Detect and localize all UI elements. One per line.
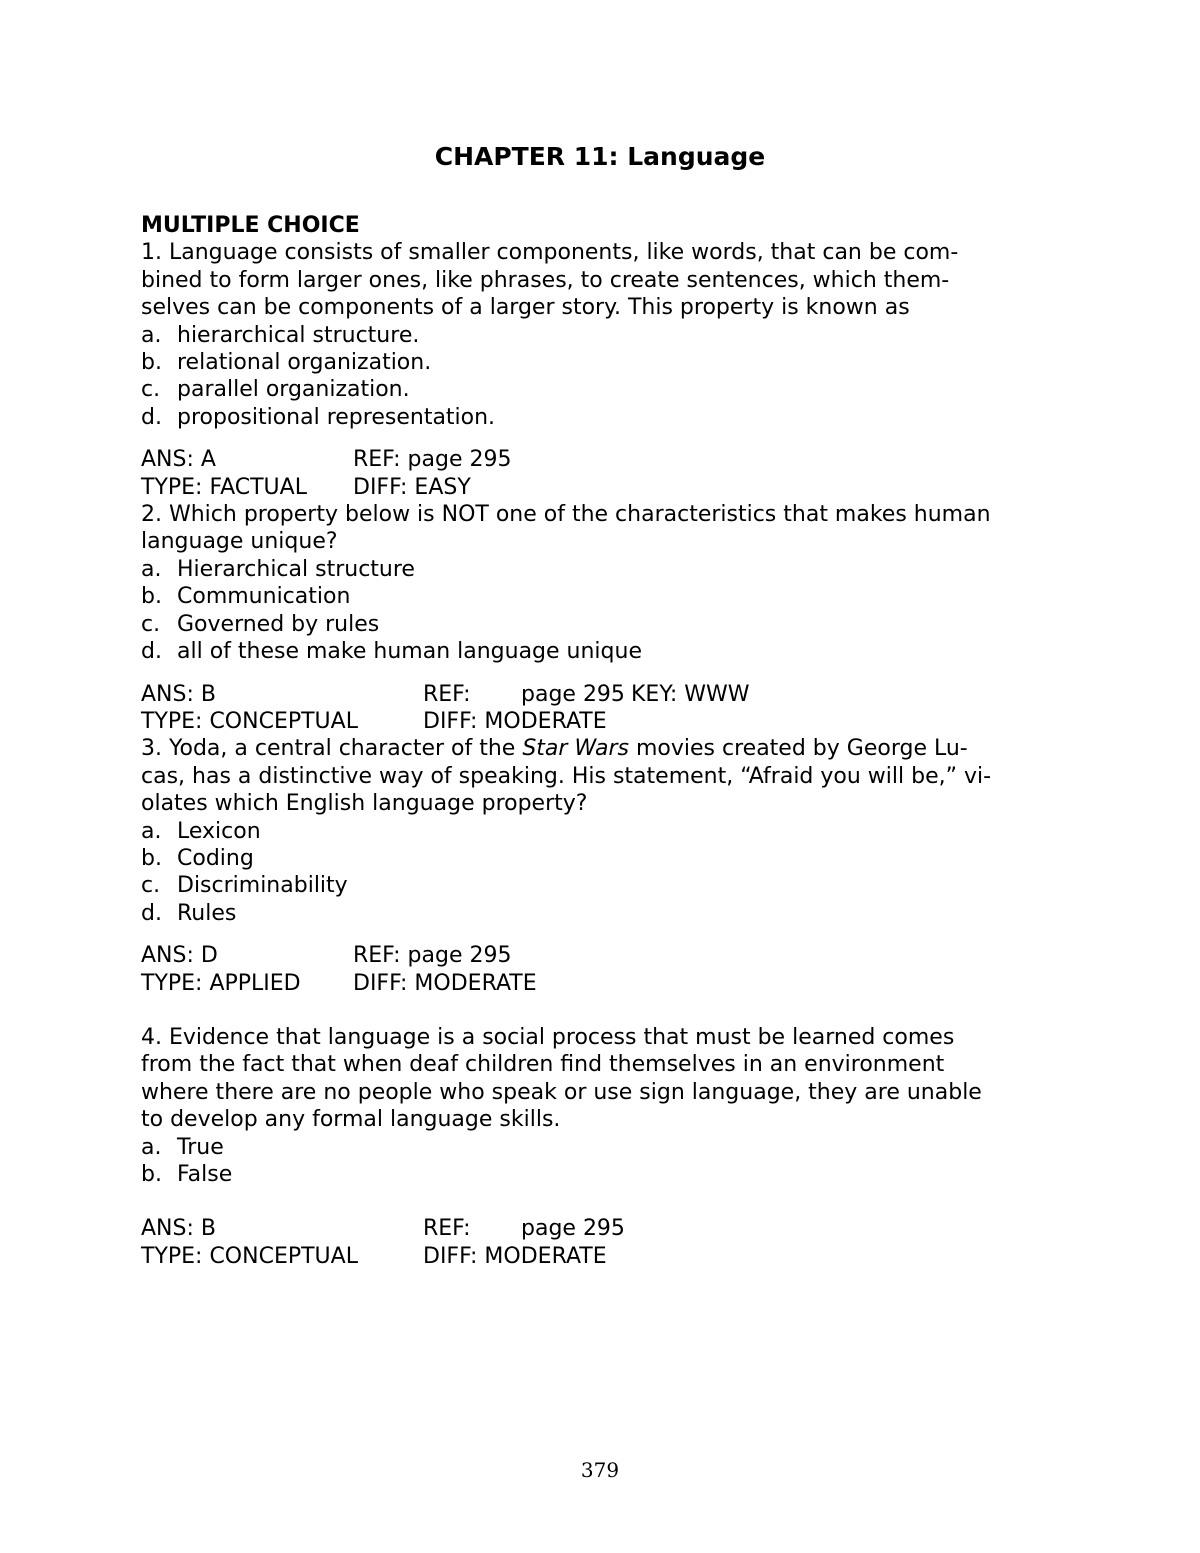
option-letter: b. [141, 1162, 162, 1187]
page-reference-label: REF: [423, 1216, 471, 1242]
option-text: relational organization. [177, 350, 432, 376]
question-stem-line: where there are no people who speak or use sign language, they are unable [141, 1079, 982, 1105]
question-stem-line: selves can be components of a larger story. This property is known as [141, 295, 910, 321]
movie-title: Star Wars [522, 736, 629, 762]
option-letter: a. [141, 556, 162, 582]
page-reference: page 295 [521, 1216, 625, 1242]
answer-option [141, 900, 1061, 927]
option-text: Communication [177, 584, 351, 610]
question-stem-line: 2. Which property below is NOT one of the characteristics that makes human [141, 502, 991, 528]
option-letter: a. [141, 818, 162, 844]
answer-key: ANS: B [141, 681, 216, 707]
chapter-title: CHAPTER 11: Language [434, 142, 766, 171]
question-4 [141, 1024, 1061, 1270]
option-text: Lexicon [177, 818, 261, 844]
option-text: all of these make human language unique [177, 639, 642, 665]
option-letter: a. [141, 1134, 162, 1160]
answer-metadata [141, 942, 1061, 997]
option-letter: d. [141, 404, 162, 430]
answer-option [141, 1134, 1061, 1161]
answer-key: ANS: A [141, 447, 216, 473]
question-type: TYPE: FACTUAL [141, 474, 307, 500]
blank-line [141, 997, 1061, 1024]
option-text: True [177, 1134, 224, 1160]
option-letter: b. [141, 584, 162, 610]
answer-option [141, 376, 1061, 403]
question-stem-line: from the fact that when deaf children find themselves in an environment [141, 1052, 945, 1078]
question-type: TYPE: CONCEPTUAL [141, 1243, 358, 1269]
option-text: Hierarchical structure [177, 556, 415, 582]
difficulty: DIFF: MODERATE [353, 970, 537, 996]
answer-option [141, 556, 1061, 583]
answer-metadata [141, 446, 1061, 501]
question-stem-line: 4. Evidence that language is a social process that must be learned comes [141, 1024, 955, 1050]
option-text: Discriminability [177, 873, 348, 899]
option-letter: d. [141, 639, 162, 665]
answer-option [141, 638, 1061, 665]
answer-metadata [141, 1215, 1061, 1270]
answer-key: ANS: D [141, 943, 218, 969]
question-3 [141, 735, 1061, 997]
option-text: Governed by rules [177, 611, 380, 637]
question-type: TYPE: CONCEPTUAL [141, 708, 358, 734]
answer-option [141, 349, 1061, 376]
answer-option [141, 322, 1061, 349]
option-text: False [177, 1162, 233, 1187]
answer-metadata [141, 681, 1061, 736]
difficulty: DIFF: EASY [353, 474, 471, 500]
answer-option [141, 611, 1061, 638]
key-tag: KEY: WWW [631, 681, 750, 707]
difficulty: DIFF: MODERATE [423, 1243, 607, 1269]
page-reference: page 295 [521, 681, 625, 707]
question-stem-line: olates which English language property? [141, 791, 588, 817]
answer-option [141, 583, 1061, 610]
answer-option [141, 845, 1061, 872]
option-letter: c. [141, 873, 161, 899]
option-text: propositional representation. [177, 404, 496, 430]
answer-option [141, 1161, 1061, 1188]
option-letter: a. [141, 322, 162, 348]
option-text: parallel organization. [177, 377, 410, 403]
option-text: Coding [177, 845, 254, 871]
question-stem-line: 3. Yoda, a central character of the Star Wars movies created by George Lu- [141, 736, 968, 762]
option-letter: b. [141, 350, 162, 376]
question-stem-line: cas, has a distinctive way of speaking. His statement, “Afraid you will be,” vi- [141, 763, 992, 789]
option-text: hierarchical structure. [177, 322, 420, 348]
page-reference: REF: page 295 [353, 943, 512, 969]
question-stem-line: to develop any formal language skills. [141, 1107, 561, 1133]
question-stem-line: 1. Language consists of smaller components, like words, that can be com- [141, 240, 959, 266]
question-1 [141, 239, 1061, 501]
answer-option [141, 404, 1061, 431]
section-heading: MULTIPLE CHOICE [141, 213, 360, 238]
page-reference-label: REF: [423, 681, 471, 707]
difficulty: DIFF: MODERATE [423, 708, 607, 734]
question-stem-line: bined to form larger ones, like phrases, to create sentences, which them- [141, 267, 950, 293]
question-stem-line: language unique? [141, 529, 338, 555]
option-text: Rules [177, 900, 237, 926]
answer-key: ANS: B [141, 1216, 216, 1242]
option-letter: c. [141, 377, 161, 403]
question-list [141, 212, 1061, 1270]
question-type: TYPE: APPLIED [141, 970, 301, 996]
page-number: 379 [580, 1458, 620, 1482]
answer-option [141, 818, 1061, 845]
option-letter: b. [141, 845, 162, 871]
page-reference: REF: page 295 [353, 447, 512, 473]
answer-option [141, 872, 1061, 899]
question-2 [141, 501, 1061, 735]
option-letter: c. [141, 611, 161, 637]
option-letter: d. [141, 900, 162, 926]
